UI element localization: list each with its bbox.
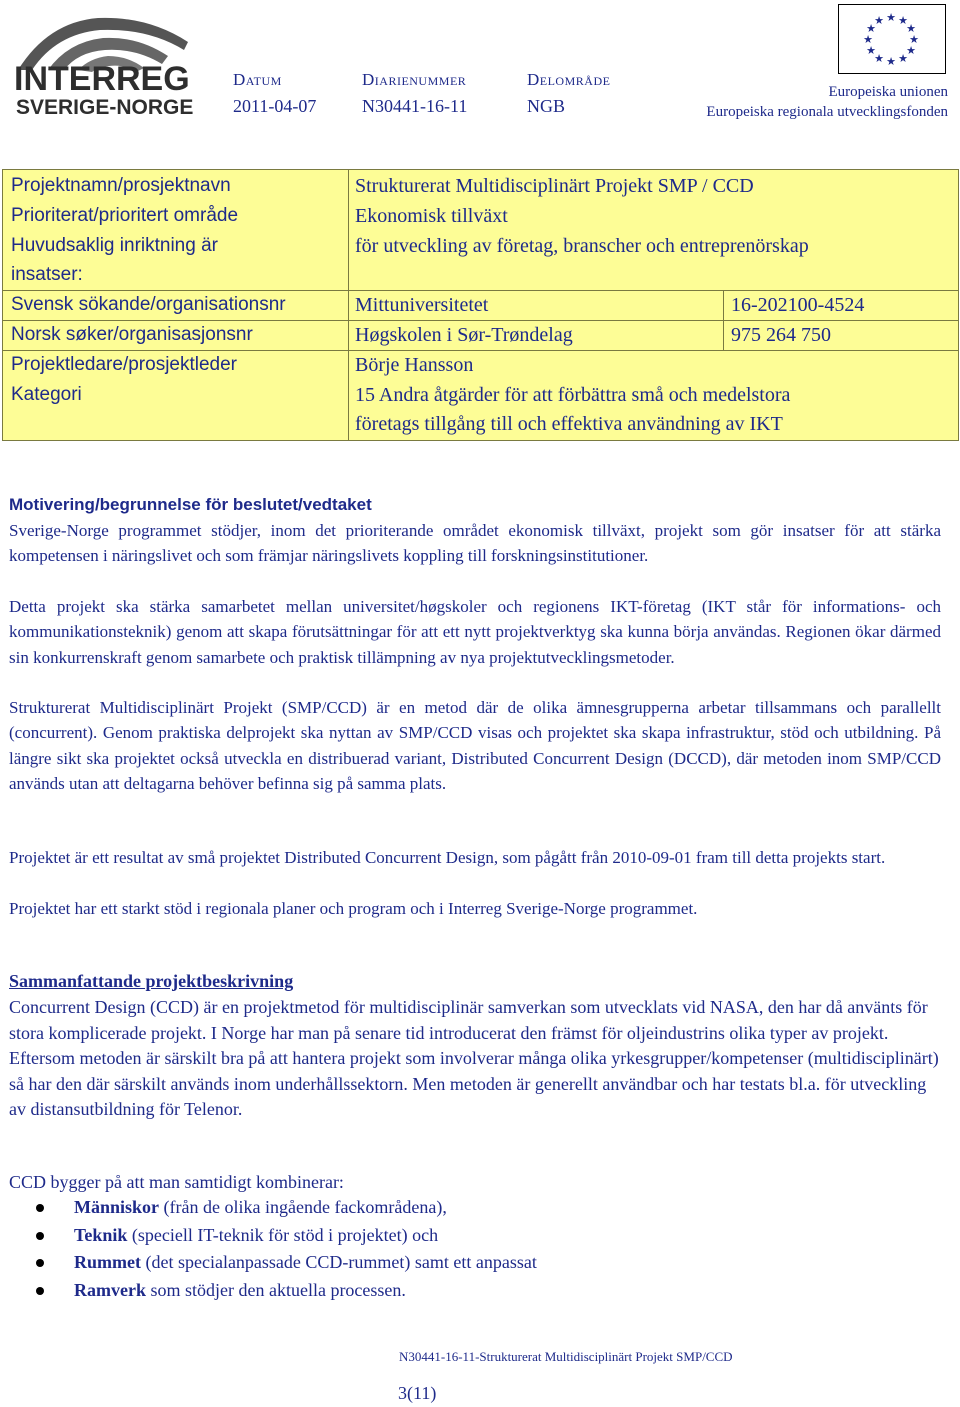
logo-interreg: INTERREG	[14, 60, 190, 98]
sammanfattning-heading: Sammanfattande projektbeskrivning	[9, 971, 294, 991]
table-divider	[348, 170, 349, 440]
value-svensk-sokande: Mittuniversitetet	[355, 294, 489, 316]
footer-doc-reference: N30441-16-11-Strukturerat Multidisciplinärt Projekt SMP/CCD	[399, 1349, 733, 1364]
bullet-text: (det specialanpassade CCD-rummet) samt ett anpassat	[140, 1252, 537, 1272]
svg-text:★: ★	[866, 44, 876, 57]
svg-text:★: ★	[909, 33, 919, 46]
datum-value: 2011-04-07	[233, 96, 317, 116]
ccd-intro: CCD bygger på att man samtidigt kombinerar:	[9, 1172, 344, 1192]
label-projektledare: Projektledare/prosjektleder	[11, 354, 238, 375]
value-inriktning: för utveckling av företag, branscher och entreprenörskap	[355, 235, 809, 257]
table-divider	[3, 350, 958, 351]
svg-text:★: ★	[898, 14, 908, 27]
svg-text:★: ★	[906, 22, 916, 35]
label-projektnamn: Projektnamn/prosjektnavn	[11, 175, 231, 196]
svg-text:★: ★	[898, 52, 908, 65]
label-prioriterat: Prioriterat/prioritert område	[11, 205, 239, 226]
list-item	[36, 1222, 537, 1250]
list-item	[36, 1194, 537, 1222]
value-prioriterat: Ekonomisk tillväxt	[355, 205, 508, 227]
bullet-term: Människor	[74, 1197, 160, 1217]
diarienummer-label: Diarienummer	[362, 70, 467, 89]
bullet-icon	[36, 1259, 44, 1267]
delomrade-label: Delområde	[527, 70, 611, 89]
datum-label: Datum	[233, 70, 282, 89]
eu-flag-icon	[838, 4, 946, 74]
eu-union-label: Europeiska unionen	[828, 84, 948, 100]
value-norsk-soker: Høgskolen i Sør-Trøndelag	[355, 324, 573, 346]
bullet-icon	[36, 1204, 44, 1212]
sammanfattning-paragraph: Concurrent Design (CCD) är en projektmetod för multidisciplinär samverkan som utvecklats vid NASA, den har då använts för stora komplicerade projekt. I Norge har man på senare tid introducerat den främst för oljeindustrins olika typer av projekt. Eftersom metoden är särskilt bra på att hantera projekt som involverar många olika yrkesgrupper/kompetenser (multidisciplinärt) så har den där särskilt används inom underhållssektorn. Men metoden är generellt användbar och har testats bl.a. för utveckling av distansutbildning för Telenor.	[9, 997, 939, 1119]
eu-fund-label: Europeiska regionala utvecklingsfonden	[706, 104, 948, 120]
diarienummer-value: N30441-16-11	[362, 96, 468, 116]
value-norsk-orgnr: 975 264 750	[731, 324, 831, 346]
bullet-term: Rummet	[74, 1252, 141, 1272]
eu-stars-icon	[839, 5, 944, 72]
list-item	[36, 1277, 537, 1305]
page-number: 3(11)	[398, 1383, 437, 1403]
svg-text:★: ★	[886, 55, 896, 68]
bullet-text: (speciell IT-teknik för stöd i projektet) och	[127, 1224, 439, 1245]
bullet-text: som stödjer den aktuella processen.	[145, 1279, 406, 1300]
label-inriktning: Huvudsaklig inriktning är	[11, 235, 218, 256]
value-kategori-cont: företags tillgång till och effektiva användning av IKT	[355, 413, 783, 435]
svg-text:★: ★	[874, 52, 884, 65]
motivering-paragraph-3: Strukturerat Multidisciplinärt Projekt (SMP/CCD) är en metod där de olika ämnesgrupperna arbetar tillsammans och parallellt (concurrent). Genom praktiska delprojekt ska nyttan av SMP/CCD visas och projektet ska skapa infrastruktur, stöd och utbildning. På längre sikt ska projektet också utveckla en distribuerad variant, Distributed Concurrent Design (DCCD), där metoden inom SMP/CCD används utan att deltagarna behöver befinna sig på samma plats.	[9, 698, 941, 793]
label-svensk-sokande: Svensk sökande/organisationsnr	[11, 294, 286, 315]
svg-text:★: ★	[906, 44, 916, 57]
bullet-icon	[36, 1287, 44, 1295]
motivering-paragraph-1: Sverige-Norge programmet stödjer, inom det prioriterande området ekonomisk tillväxt, projekt som gör insatser för att stärka kompetensen i näringslivet och som främjar näringslivets koppling till forskningsinstitutioner.	[9, 521, 941, 566]
project-info-table	[2, 169, 959, 441]
value-projektledare: Börje Hansson	[355, 354, 474, 376]
motivering-heading: Motivering/begrunnelse för beslutet/vedtaket	[9, 495, 372, 514]
table-divider	[3, 290, 958, 291]
svg-text:★: ★	[866, 22, 876, 35]
value-projektnamn: Strukturerat Multidisciplinärt Projekt SMP / CCD	[355, 175, 754, 197]
logo-sverige-norge: SVERIGE-NORGE	[16, 96, 194, 119]
ccd-components-list	[36, 1194, 537, 1304]
bullet-text: (från de olika ingående fackområdena),	[159, 1197, 447, 1217]
motivering-paragraph-2: Detta projekt ska stärka samarbetet mellan universitet/høgskoler och regionens IKT-företag (IKT står för informations- och kommunikationsteknik) genom att skapa förutsättningar för att ett nytt projektverktyg ska kunna börja användas. Regionen ökar därmed sin konkurrenskraft genom samarbete och praktisk tillämpning av nya projektutvecklingsmetoder.	[9, 597, 941, 667]
list-item	[36, 1249, 537, 1277]
value-kategori: 15 Andra åtgärder för att förbättra små och medelstora	[355, 384, 791, 406]
bullet-term: Teknik	[74, 1224, 128, 1245]
label-insatser: insatser:	[11, 264, 83, 285]
label-norsk-soker: Norsk søker/organisasjonsnr	[11, 324, 253, 345]
bullet-term: Ramverk	[74, 1279, 146, 1300]
svg-text:★: ★	[886, 11, 896, 24]
motivering-paragraph-5: Projektet har ett starkt stöd i regionala planer och program och i Interreg Sverige-Norge programmet.	[9, 899, 698, 918]
svg-text:★: ★	[874, 14, 884, 27]
delomrade-value: NGB	[527, 96, 566, 116]
label-kategori: Kategori	[11, 384, 82, 405]
table-divider	[3, 320, 958, 321]
bullet-icon	[36, 1232, 44, 1240]
value-svensk-orgnr: 16-202100-4524	[731, 294, 865, 316]
svg-text:★: ★	[863, 33, 873, 46]
motivering-paragraph-4: Projektet är ett resultat av små projektet Distributed Concurrent Design, som pågått från 2010-09-01 fram till detta projekts start.	[9, 848, 886, 867]
